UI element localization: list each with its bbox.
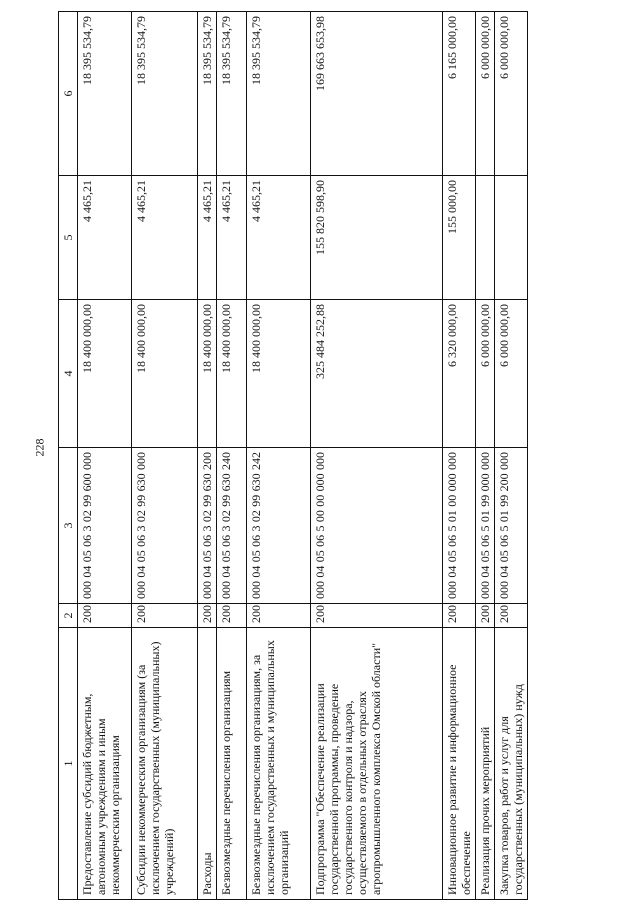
amount-remaining-cell: 6 000 000,00: [476, 12, 495, 176]
amount-executed-cell: 4 465,21: [78, 176, 132, 300]
code-segment: 04: [249, 565, 263, 578]
code-segment: 02: [134, 510, 148, 523]
code-segment: 06: [478, 534, 492, 547]
code-segment: 01: [445, 510, 459, 523]
code-segment: 05: [497, 550, 511, 563]
classification-code-cell: [476, 448, 495, 604]
code-segment: 5: [445, 525, 459, 532]
code-segment: 99: [80, 494, 94, 507]
admin-code-cell: 200: [217, 604, 247, 628]
code-segment: 000: [497, 581, 511, 599]
row-name-cell: Инновационное развитие и информационное обеспечение: [443, 628, 476, 900]
amount-remaining-cell: 18 395 534,79: [198, 12, 217, 176]
classification-code: [80, 452, 94, 599]
code-segment: 000: [249, 581, 263, 599]
code-segment: 05: [80, 550, 94, 563]
code-segment: 600: [80, 473, 94, 492]
code-segment: 5: [478, 525, 492, 532]
code-segment: 000: [445, 581, 459, 599]
code-segment: 06: [313, 534, 327, 547]
table-row: [78, 12, 132, 900]
classification-code-cell: [443, 448, 476, 604]
code-segment: 630: [219, 473, 233, 492]
code-segment: 242: [249, 452, 263, 470]
code-segment: 000: [219, 581, 233, 599]
classification-code-cell: [132, 448, 198, 604]
column-header: 3: [59, 448, 78, 604]
amount-planned-cell: 18 400 000,00: [217, 300, 247, 448]
classification-code: [134, 452, 148, 599]
classification-code-cell: [247, 448, 311, 604]
amount-planned-cell: 6 000 000,00: [495, 300, 528, 448]
code-segment: 05: [313, 550, 327, 563]
code-segment: 99: [200, 494, 214, 507]
code-segment: 200: [200, 452, 214, 470]
code-segment: 200: [497, 473, 511, 492]
code-segment: 240: [219, 452, 233, 470]
admin-code-cell: 200: [443, 604, 476, 628]
row-name-cell: Безвозмездные перечисления организациям: [217, 628, 247, 900]
table-row: [198, 12, 217, 900]
amount-remaining-cell: 18 395 534,79: [247, 12, 311, 176]
amount-remaining-cell: 6 000 000,00: [495, 12, 528, 176]
code-segment: 04: [478, 565, 492, 578]
admin-code-cell: 200: [495, 604, 528, 628]
code-segment: 06: [249, 534, 263, 547]
code-segment: 02: [219, 510, 233, 523]
code-segment: 00: [445, 494, 459, 507]
amount-executed-cell: 4 465,21: [247, 176, 311, 300]
amount-remaining-cell: 18 395 534,79: [78, 12, 132, 176]
row-name-cell: Безвозмездные перечисления организациям, за исключением государственных и муниципальных организаций: [247, 628, 311, 900]
classification-code-cell: [217, 448, 247, 604]
amount-remaining-cell: 18 395 534,79: [132, 12, 198, 176]
amount-executed-cell: 155 000,00: [443, 176, 476, 300]
table-row: [443, 12, 476, 900]
code-segment: 05: [219, 550, 233, 563]
code-segment: 630: [249, 473, 263, 492]
budget-table: [58, 11, 528, 900]
code-segment: 04: [497, 565, 511, 578]
amount-executed-cell: 4 465,21: [132, 176, 198, 300]
column-header: 5: [59, 176, 78, 300]
code-segment: 06: [200, 534, 214, 547]
code-segment: 3: [249, 525, 263, 532]
code-segment: 99: [478, 494, 492, 507]
column-header: 2: [59, 604, 78, 628]
code-segment: 00: [313, 494, 327, 507]
rotated-page: [58, 6, 638, 900]
admin-code-cell: 200: [247, 604, 311, 628]
code-segment: 3: [134, 525, 148, 532]
code-segment: 06: [80, 534, 94, 547]
amount-executed-cell: 155 820 598,90: [311, 176, 443, 300]
amount-planned-cell: 18 400 000,00: [198, 300, 217, 448]
code-segment: 000: [134, 581, 148, 599]
code-segment: 01: [478, 510, 492, 523]
row-name-cell: Предоставление субсидий бюджетным, автономным учреждениям и иным некоммерческим организациям: [78, 628, 132, 900]
column-header: 1: [59, 628, 78, 900]
code-segment: 99: [134, 494, 148, 507]
code-segment: 05: [478, 550, 492, 563]
code-segment: 04: [80, 565, 94, 578]
code-segment: 000: [313, 473, 327, 492]
code-segment: 3: [200, 525, 214, 532]
code-segment: 02: [80, 510, 94, 523]
amount-planned-cell: 18 400 000,00: [247, 300, 311, 448]
code-segment: 05: [249, 550, 263, 563]
classification-code: [478, 452, 492, 599]
code-segment: 00: [313, 510, 327, 523]
amount-executed-cell: 4 465,21: [217, 176, 247, 300]
code-segment: 000: [497, 452, 511, 470]
code-segment: 000: [80, 581, 94, 599]
code-segment: 000: [478, 581, 492, 599]
row-name-cell: Субсидии некоммерческим организациям (за исключением государственных (муниципальных) учреждений): [132, 628, 198, 900]
table-row: [247, 12, 311, 900]
admin-code-cell: 200: [78, 604, 132, 628]
classification-code: [200, 452, 214, 599]
classification-code: [497, 452, 511, 599]
table-body: [78, 12, 528, 900]
admin-code-cell: 200: [311, 604, 443, 628]
amount-planned-cell: 325 484 252,88: [311, 300, 443, 448]
code-segment: 000: [80, 452, 94, 470]
code-segment: 000: [200, 581, 214, 599]
classification-code-cell: [311, 448, 443, 604]
code-segment: 06: [445, 534, 459, 547]
amount-planned-cell: 18 400 000,00: [132, 300, 198, 448]
amount-executed-cell: 4 465,21: [198, 176, 217, 300]
code-segment: 3: [219, 525, 233, 532]
code-segment: 000: [134, 452, 148, 470]
classification-code-cell: [198, 448, 217, 604]
code-segment: 000: [313, 452, 327, 470]
code-segment: 04: [219, 565, 233, 578]
code-segment: 000: [313, 581, 327, 599]
header-row: [59, 12, 78, 900]
code-segment: 5: [313, 525, 327, 532]
admin-code-cell: 200: [476, 604, 495, 628]
classification-code: [313, 452, 327, 599]
classification-code-cell: [78, 448, 132, 604]
column-header: 6: [59, 12, 78, 176]
admin-code-cell: 200: [132, 604, 198, 628]
classification-code: [445, 452, 459, 599]
code-segment: 5: [497, 525, 511, 532]
amount-remaining-cell: 169 663 653,98: [311, 12, 443, 176]
code-segment: 630: [200, 473, 214, 492]
classification-code: [249, 452, 263, 599]
code-segment: 99: [497, 494, 511, 507]
classification-code: [219, 452, 233, 599]
table-row: [476, 12, 495, 900]
table-row: [217, 12, 247, 900]
admin-code-cell: 200: [198, 604, 217, 628]
table-row: [495, 12, 528, 900]
amount-executed-cell: [476, 176, 495, 300]
row-name-cell: Реализация прочих мероприятий: [476, 628, 495, 900]
row-name-cell: Закупка товаров, работ и услуг для государственных (муниципальных) нужд: [495, 628, 528, 900]
column-header: 4: [59, 300, 78, 448]
code-segment: 630: [134, 473, 148, 492]
row-name-cell: Подпрограмма "Обеспечение реализации государственной программы, проведение государственного контроля и надзора, осуществляемого в отдельных отраслях агропромышленного комплекса Омской области": [311, 628, 443, 900]
code-segment: 04: [313, 565, 327, 578]
code-segment: 06: [497, 534, 511, 547]
amount-executed-cell: [495, 176, 528, 300]
code-segment: 05: [200, 550, 214, 563]
code-segment: 04: [200, 565, 214, 578]
code-segment: 000: [445, 473, 459, 492]
budget-sheet: [58, 6, 638, 900]
code-segment: 000: [478, 473, 492, 492]
code-segment: 000: [478, 452, 492, 470]
amount-planned-cell: 6 000 000,00: [476, 300, 495, 448]
table-row: [311, 12, 443, 900]
code-segment: 000: [445, 452, 459, 470]
code-segment: 99: [219, 494, 233, 507]
code-segment: 02: [249, 510, 263, 523]
code-segment: 3: [80, 525, 94, 532]
code-segment: 06: [219, 534, 233, 547]
page-number: 228: [32, 438, 47, 457]
amount-planned-cell: 6 320 000,00: [443, 300, 476, 448]
code-segment: 05: [134, 550, 148, 563]
code-segment: 01: [497, 510, 511, 523]
amount-remaining-cell: 6 165 000,00: [443, 12, 476, 176]
code-segment: 06: [134, 534, 148, 547]
row-name-cell: Расходы: [198, 628, 217, 900]
code-segment: 99: [249, 494, 263, 507]
code-segment: 02: [200, 510, 214, 523]
code-segment: 04: [134, 565, 148, 578]
code-segment: 04: [445, 565, 459, 578]
amount-planned-cell: 18 400 000,00: [78, 300, 132, 448]
table-row: [132, 12, 198, 900]
code-segment: 05: [445, 550, 459, 563]
amount-remaining-cell: 18 395 534,79: [217, 12, 247, 176]
classification-code-cell: [495, 448, 528, 604]
